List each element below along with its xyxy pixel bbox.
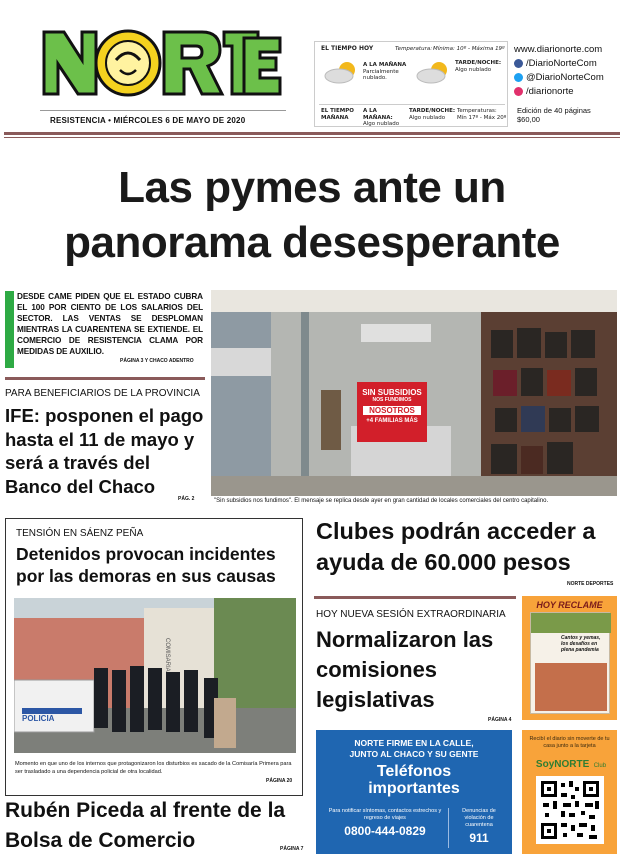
phones-right xyxy=(452,808,506,845)
ife-page-ref: PÁG. 2 xyxy=(178,496,195,502)
qr-brand xyxy=(532,754,610,772)
sign-red xyxy=(357,382,427,442)
phones-left-note: Para notificar síntomas, contactos estrechos y regreso de viajes xyxy=(328,808,442,821)
top-rule-thin xyxy=(4,137,620,138)
piceda-page-ref: PÁGINA 7 xyxy=(280,846,304,852)
cloud-sun-icon xyxy=(415,60,451,84)
contacts-block xyxy=(514,42,624,98)
weather-box xyxy=(314,41,508,127)
photo-caption: "Sin subsidios nos fundimos". El mensaje se replica desde ayer en gran cantidad de locales comerciales del centro capitalino. xyxy=(214,498,549,504)
truck-label: POLICIA xyxy=(22,714,55,723)
detenidos-page-ref: PÁGINA 20 xyxy=(266,778,293,784)
ife-rule xyxy=(5,377,205,380)
phones-left-number[interactable]: 0800-444-0829 xyxy=(344,824,426,838)
weather-divider xyxy=(319,104,505,105)
reclame-title: HOY RECLAME xyxy=(536,600,603,610)
qr-ad[interactable] xyxy=(522,730,617,854)
headline-line-2: panorama desesperante xyxy=(64,218,560,267)
weather-today-label: EL TIEMPO HOY xyxy=(321,45,374,52)
normalizaron-rule xyxy=(314,596,516,599)
edition-line: RESISTENCIA • MIÉRCOLES 6 DE MAYO DE 2020 xyxy=(50,116,246,125)
lead-accent-bar xyxy=(5,291,14,368)
contact-instagram[interactable]: /diarionorte xyxy=(514,84,624,98)
headline-line-1: Las pymes ante un xyxy=(118,163,506,212)
contact-web[interactable]: www.diarionorte.com xyxy=(514,43,603,55)
phones-divider xyxy=(448,808,449,848)
lead-text: DESDE CAME PIDEN QUE EL ESTADO CUBRA EL 100 POR CIENTO DE LOS SALARIOS DEL SECTOR. LAS VENTAS SE DESPLOMAN MIENTRAS LA CUARENTENA SE EXTIENDE. EL COMERCIO DE RESISTENCIA CLAMA POR MEDIDAS DE AUXILIO. xyxy=(17,292,203,356)
police-illustration xyxy=(14,598,296,753)
detenidos-kicker: TENSIÓN EN SÁENZ PEÑA xyxy=(16,528,144,539)
price: $60,00 xyxy=(517,115,540,124)
ife-headline[interactable]: IFE: posponen el pago hasta el 11 de mayo y será a través del Banco del Chaco xyxy=(5,405,204,497)
sign-bottom-text: +4 FAMILIAS MÁS xyxy=(366,418,418,424)
police-photo xyxy=(14,598,296,753)
twitter-icon xyxy=(514,73,523,82)
sign-top-text: SIN SUBSIDIOS xyxy=(362,388,422,397)
qr-brand-name: SoyNORTE xyxy=(535,759,590,770)
weather-afternoon: TARDE/NOCHE: Algo nublado xyxy=(455,60,502,73)
main-headline[interactable] xyxy=(0,160,624,270)
normalizaron-kicker: HOY NUEVA SESIÓN EXTRAORDINARIA xyxy=(316,609,506,620)
storefront-photo xyxy=(211,290,617,496)
phones-box xyxy=(316,730,512,854)
top-rule xyxy=(4,132,620,135)
detenidos-headline[interactable]: Detenidos provocan incidentes por las demoras en sus causas xyxy=(16,544,276,586)
ife-kicker: PARA BENEFICIARIOS DE LA PROVINCIA xyxy=(5,388,200,399)
logo xyxy=(40,24,282,102)
normalizaron-headline[interactable]: Normalizaron las comisiones legislativas xyxy=(316,627,494,712)
sign-mid-text: NOSOTROS xyxy=(363,406,421,415)
normalizaron-page-ref: PÁGINA 4 xyxy=(488,717,512,723)
masthead-rule xyxy=(40,110,286,111)
instagram-icon xyxy=(514,87,523,96)
cloud-sun-icon xyxy=(323,60,359,84)
sign-sub-text: NOS FUNDIMOS xyxy=(372,397,412,403)
reclame-magazine xyxy=(530,612,610,714)
weather-tomorrow-label: EL TIEMPO MAÑANA xyxy=(321,108,354,121)
weather-temp-label: Temperatura: xyxy=(395,46,433,52)
weather-morning: A LA MAÑANA Parcialmente nublado. xyxy=(363,62,407,81)
clubes-page-ref: NORTE DEPORTES xyxy=(567,581,614,587)
reclame-note: Cantos y yemas, los desafíos en plena pandemia xyxy=(561,635,601,653)
clubes-headline[interactable]: Clubes podrán acceder a ayuda de 60.000 pesos xyxy=(316,518,596,575)
lead-page-ref: PÁGINA 3 Y CHACO ADENTRO xyxy=(120,358,194,364)
phones-right-note: Denuncias de violación de cuarentena xyxy=(462,808,496,828)
qr-ad-text: Recibí el diario sin moverte de tu casa junto a la tarjeta xyxy=(529,736,610,749)
detenidos-caption: Momento en que uno de los internos que protagonizaron los disturbios es sacado de la Comisaría Primera para ser trasladado a una dependencia policial de otra localidad. xyxy=(15,761,292,775)
qr-code-icon xyxy=(536,776,604,844)
pages-count: Edición de 40 páginas xyxy=(517,106,591,115)
pages-note xyxy=(517,106,591,124)
phones-left xyxy=(326,808,444,838)
piceda-headline[interactable]: Rubén Piceda al frente de la Bolsa de Comercio xyxy=(5,799,286,852)
phones-slogan: NORTE FIRME EN LA CALLE, JUNTO AL CHACO Y SU GENTE xyxy=(349,738,479,759)
facebook-icon xyxy=(514,59,523,68)
building-label: COMISARIA xyxy=(164,638,170,672)
phones-title: Teléfonos importantes xyxy=(368,763,460,797)
weather-tomorrow-temp: Temperaturas: Mín 17º - Máx 20º xyxy=(457,108,507,121)
weather-tomorrow-afternoon: TARDE/NOCHE: Algo nublado xyxy=(409,108,456,121)
phones-right-number[interactable]: 911 xyxy=(469,831,489,845)
contact-facebook[interactable]: /DiarioNorteCom xyxy=(514,56,624,70)
logo-graphic xyxy=(40,24,282,102)
weather-temp-values: Mínima: 10º - Máxima 19º xyxy=(433,46,505,52)
reclame-photo xyxy=(535,663,607,711)
weather-tomorrow-morning: A LA MAÑANA: Algo nublado xyxy=(363,108,400,127)
contact-twitter[interactable]: @DiarioNorteCom xyxy=(514,70,624,84)
qr-brand-sub: Club xyxy=(593,763,607,769)
reclame-ad[interactable] xyxy=(522,596,617,720)
reclame-magazine-header xyxy=(531,613,611,633)
